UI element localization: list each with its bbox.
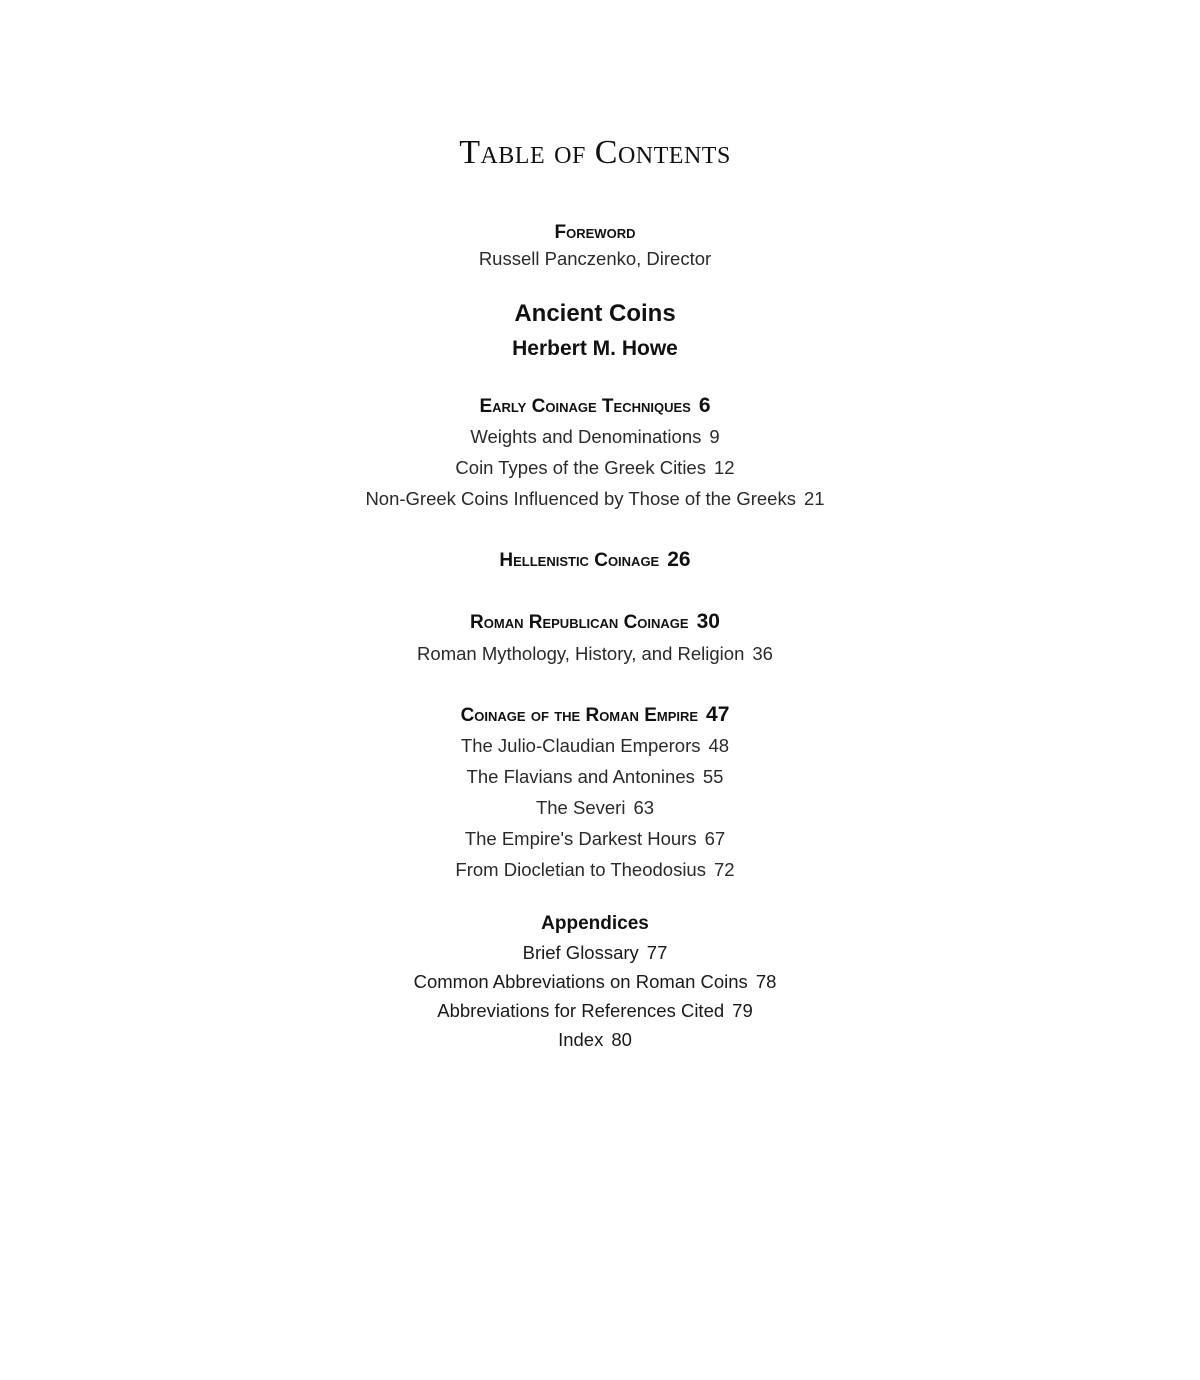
section-heading-roman-republican — [0, 610, 1190, 634]
book-author: Herbert M. Howe — [512, 337, 678, 360]
section-page-number: 6 — [698, 394, 711, 417]
toc-entry-label: From Diocletian to Theodosius — [455, 859, 706, 880]
toc-entry-page: 63 — [633, 797, 655, 818]
toc-entry — [0, 457, 1190, 479]
appendix-entry-label: Brief Glossary — [522, 942, 639, 963]
toc-entry-label: The Flavians and Antonines — [466, 766, 695, 787]
appendix-entry-label: Index — [558, 1029, 604, 1050]
foreword-byline: Russell Panczenko, Director — [478, 248, 712, 269]
toc-entry-page: 55 — [702, 766, 724, 787]
foreword-heading — [0, 222, 1190, 244]
toc-entry-label: Coin Types of the Greek Cities — [455, 457, 706, 478]
toc-entry-page: 72 — [713, 859, 735, 880]
section-page-number: 47 — [706, 703, 730, 726]
appendix-entry-page: 80 — [611, 1029, 632, 1050]
toc-entry-page: 21 — [803, 488, 825, 509]
toc-entry-page: 36 — [752, 643, 773, 664]
toc-entry-page: 67 — [704, 828, 726, 849]
section-heading-label: Early Coinage Techniques — [479, 396, 691, 417]
section-heading-hellenistic — [0, 548, 1190, 572]
appendix-entry — [0, 1029, 1190, 1051]
appendix-entry-page: 77 — [646, 942, 668, 963]
toc-entry-label: Roman Mythology, History, and Religion — [417, 643, 745, 664]
toc-entry — [0, 488, 1190, 510]
toc-entry-page: 12 — [713, 457, 735, 478]
toc-entry-page: 9 — [709, 426, 720, 447]
section-heading-roman-empire — [0, 703, 1190, 727]
appendices-heading: Appendices — [541, 913, 649, 934]
appendix-entry-page: 78 — [755, 971, 777, 992]
toc-entry — [0, 766, 1190, 788]
appendix-entry-label: Abbreviations for References Cited — [437, 1000, 725, 1021]
toc-entry-label: Weights and Denominations — [470, 426, 702, 447]
foreword-heading-label: Foreword — [554, 222, 636, 243]
section-page-number: 26 — [667, 548, 691, 571]
appendix-entry — [0, 1000, 1190, 1022]
toc-entry — [0, 797, 1190, 819]
toc-entry — [0, 859, 1190, 881]
toc-entry-label: The Severi — [535, 797, 626, 818]
section-heading-early-coinage — [0, 394, 1190, 418]
page-title: Table of Contents — [459, 134, 731, 171]
section-heading-label: Hellenistic Coinage — [499, 550, 660, 571]
toc-entry-label: Non-Greek Coins Influenced by Those of the Greeks — [365, 488, 796, 509]
appendix-entry — [0, 942, 1190, 964]
appendix-entry — [0, 971, 1190, 993]
book-title: Ancient Coins — [514, 300, 676, 327]
toc-entry — [0, 828, 1190, 850]
section-page-number: 30 — [696, 610, 720, 633]
toc-entry-page: 48 — [708, 735, 730, 756]
toc-entry — [0, 426, 1190, 448]
toc-entry-label: The Julio-Claudian Emperors — [460, 735, 701, 756]
toc-entry — [0, 735, 1190, 757]
toc-entry-label: The Empire's Darkest Hours — [464, 828, 697, 849]
appendix-entry-page: 79 — [732, 1000, 753, 1021]
section-heading-label: Roman Republican Coinage — [470, 612, 689, 633]
appendix-entry-label: Common Abbreviations on Roman Coins — [413, 971, 748, 992]
section-heading-label: Coinage of the Roman Empire — [460, 705, 699, 726]
toc-entry — [0, 643, 1190, 665]
